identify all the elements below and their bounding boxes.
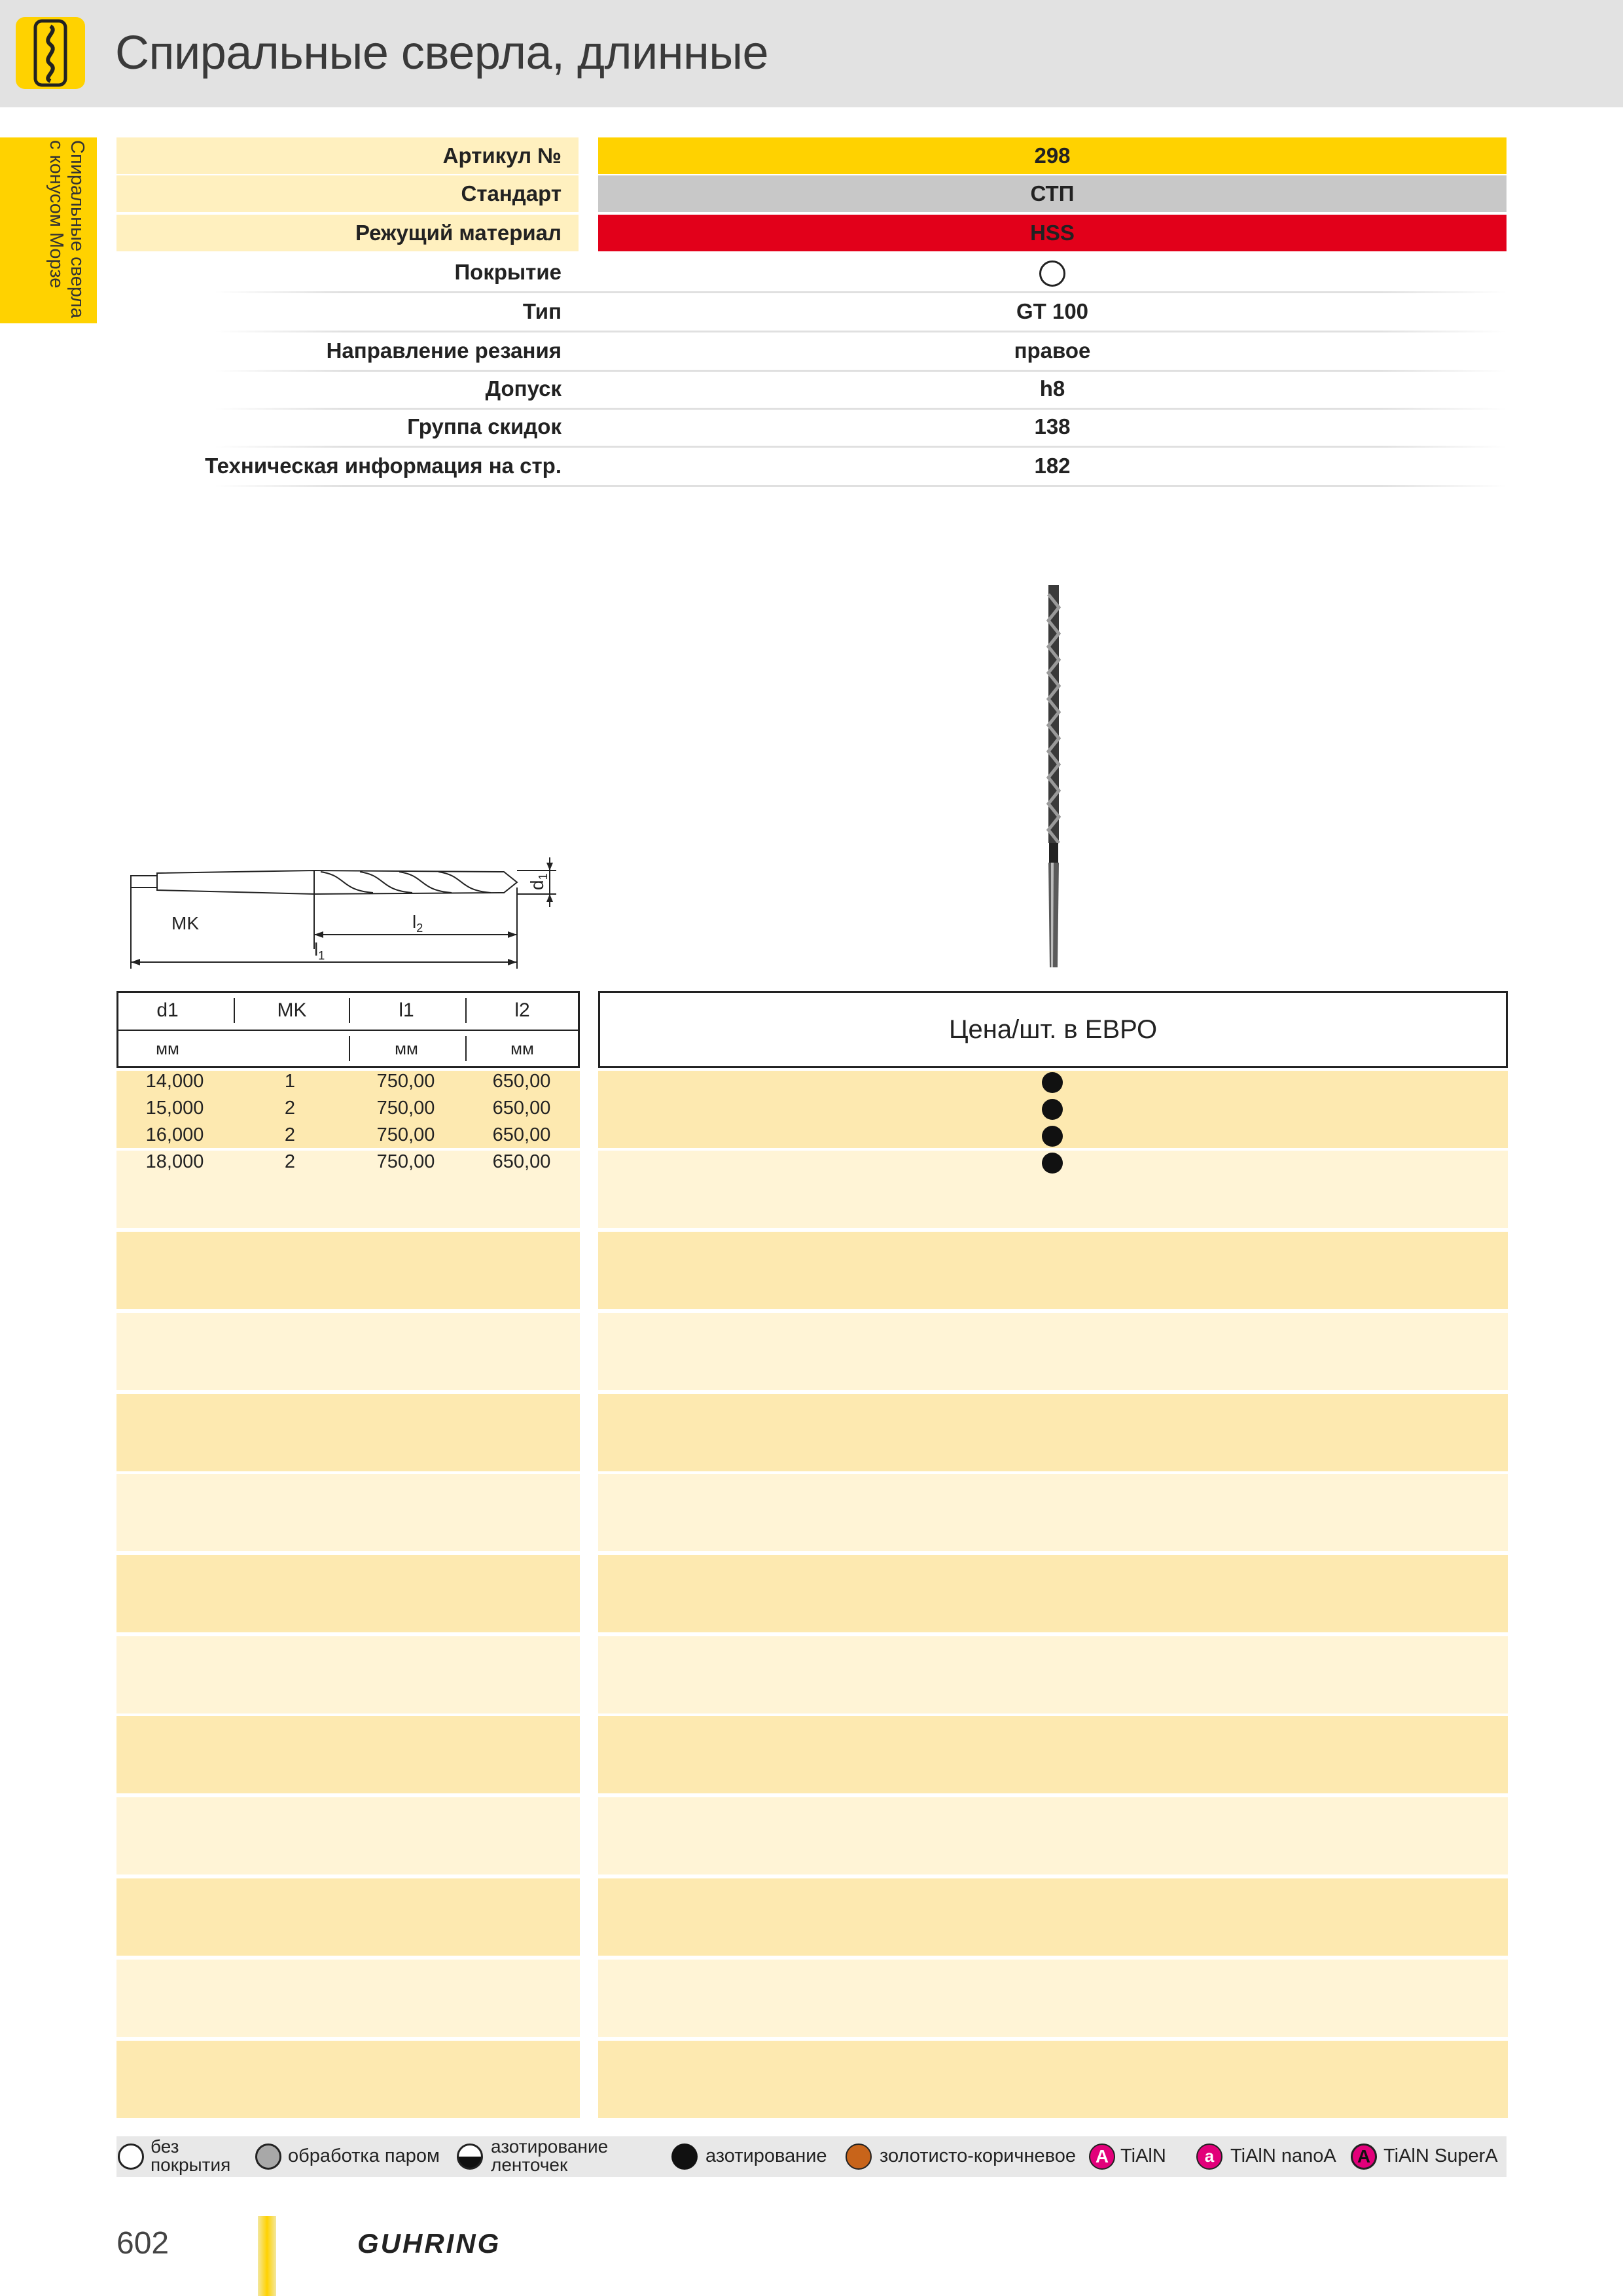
brand-logo: GUHRING: [357, 2228, 501, 2259]
drawing-l2-label: $l_2$: [412, 912, 423, 935]
uncoated-icon: [118, 2144, 144, 2170]
side-tab-line2: с конусом Морзе: [46, 140, 67, 289]
table-band-right: [598, 1555, 1508, 1632]
cell-mk: 2: [284, 1124, 296, 1145]
cell-l1: 750,00: [376, 1071, 435, 1092]
legend-gold-brown-label: золотисто-коричневое: [880, 2145, 1076, 2166]
column-header-l1: l1: [399, 999, 414, 1021]
attribute-row: [116, 254, 1507, 291]
unit-l1: мм: [395, 1039, 418, 1058]
table-band-right: [598, 1960, 1508, 2037]
table-band-left: [116, 1313, 580, 1390]
page-title: Спиральные сверла, длинные: [115, 27, 769, 79]
side-tab-label: [46, 140, 88, 323]
drawing-l1-label: $l_1$: [314, 939, 325, 962]
attribute-label: Техническая информация на стр.: [205, 454, 562, 478]
drawing-mk-label: MK: [171, 913, 199, 933]
attribute-row: [116, 137, 1507, 174]
dimension-table-header: [116, 991, 580, 1068]
drill-flutes: [1048, 585, 1059, 843]
cell-l1: 750,00: [376, 1098, 435, 1119]
attribute-row: [116, 332, 1507, 369]
cell-l2: 650,00: [492, 1151, 551, 1172]
attribute-label: Артикул №: [442, 143, 562, 168]
drill-neck: [1049, 843, 1058, 863]
attribute-row: [116, 408, 1507, 445]
table-band-right: [598, 2041, 1508, 2118]
attribute-value: 298: [598, 137, 1507, 174]
attribute-row: [116, 293, 1507, 330]
cell-l1: 750,00: [376, 1124, 435, 1145]
availability-dot-icon: [1042, 1126, 1063, 1147]
footer-stripe: [258, 2216, 276, 2296]
attribute-label: Направление резания: [326, 338, 562, 363]
attribute-value: h8: [1039, 376, 1065, 401]
tialn-icon: A: [1089, 2144, 1115, 2170]
table-band-left: [116, 1555, 580, 1632]
attribute-value: СТП: [598, 175, 1507, 212]
cell-d1: 14,000: [145, 1071, 204, 1092]
steam-treated-icon: [255, 2144, 281, 2170]
table-band-right: [598, 1716, 1508, 1793]
attribute-row: [116, 448, 1507, 484]
availability-dot-icon: [1042, 1099, 1063, 1120]
drawing-d1-label: $d_1$: [527, 873, 550, 890]
attribute-label: Стандарт: [461, 181, 562, 206]
cell-l1: 750,00: [376, 1151, 435, 1172]
attribute-label: Тип: [522, 299, 562, 323]
cell-d1: 18,000: [145, 1151, 204, 1172]
attribute-row: [116, 370, 1507, 407]
table-band-left: [116, 1232, 580, 1309]
table-band-left: [116, 2041, 580, 2118]
drill-icon: [16, 17, 85, 89]
table-band-right: [598, 1878, 1508, 1956]
land-nitrided-icon: [457, 2144, 483, 2170]
cell-mk: 1: [284, 1071, 296, 1092]
cell-d1: 16,000: [145, 1124, 204, 1145]
table-band-right: [598, 1313, 1508, 1390]
legend-uncoated-line2: покрытия: [151, 2155, 231, 2175]
attribute-label: Допуск: [485, 376, 562, 401]
table-band-right: [598, 1636, 1508, 1713]
attribute-value: HSS: [598, 215, 1507, 251]
unit-d1: мм: [156, 1039, 179, 1058]
attribute-row: [116, 215, 1507, 251]
gold-brown-icon: [846, 2144, 872, 2170]
column-header-l2: l2: [514, 999, 530, 1021]
attribute-value: [598, 254, 1507, 291]
cell-d1: 15,000: [145, 1098, 204, 1119]
table-band-left: [116, 1716, 580, 1793]
page-number: 602: [116, 2226, 169, 2261]
attribute-value: GT 100: [1016, 299, 1089, 323]
legend-steam-label: обработка паром: [288, 2145, 440, 2166]
price-header: Цена/шт. в ЕВРО: [598, 991, 1508, 1068]
column-header-mk: MK: [277, 999, 307, 1021]
availability-dot-icon: [1042, 1153, 1063, 1174]
cell-mk: 2: [284, 1098, 296, 1119]
table-band-right: [598, 1797, 1508, 1874]
side-tab-line1: Спиральные сверла: [67, 140, 88, 319]
attribute-row: [116, 175, 1507, 212]
legend-bar: [116, 2136, 1507, 2177]
cell-mk: 2: [284, 1151, 296, 1172]
attribute-label: Режущий материал: [355, 221, 562, 245]
column-header-d1: d1: [156, 999, 179, 1021]
cell-l2: 650,00: [492, 1071, 551, 1092]
table-band-left: [116, 1878, 580, 1956]
tialn-nanoa-icon: a: [1196, 2144, 1222, 2170]
attribute-value: правое: [1014, 338, 1091, 363]
tialn-supera-icon: A: [1351, 2144, 1377, 2170]
attribute-label: Группа скидок: [407, 414, 562, 439]
technical-drawing: [124, 844, 582, 975]
attribute-value: 138: [1034, 414, 1071, 439]
table-band-left: [116, 1394, 580, 1471]
legend-land-nitrided-line2: ленточек: [491, 2155, 568, 2175]
availability-dot-icon: [1042, 1072, 1063, 1093]
table-band-left: [116, 1474, 580, 1551]
table-band-left: [116, 1636, 580, 1713]
legend-nitrided-label: азотирование: [705, 2145, 827, 2166]
table-band-left: [116, 1797, 580, 1874]
attribute-label: Покрытие: [454, 260, 562, 284]
table-band-right: [598, 1394, 1508, 1471]
legend-tialn-nanoa-label: TiAlN nanoA: [1230, 2145, 1336, 2166]
drill-shank: [1048, 863, 1059, 967]
nitrided-icon: [671, 2144, 698, 2170]
table-band-left: [116, 1960, 580, 2037]
legend-tialn-supera-label: TiAlN SuperA: [1383, 2145, 1498, 2166]
legend-tialn-label: TiAlN: [1120, 2145, 1166, 2166]
cell-l2: 650,00: [492, 1124, 551, 1145]
table-band-right: [598, 1474, 1508, 1551]
cell-l2: 650,00: [492, 1098, 551, 1119]
uncoated-circle-icon: [1039, 260, 1065, 287]
table-band-right: [598, 1232, 1508, 1309]
attribute-value: 182: [1034, 454, 1071, 478]
legend-land-nitrided-line1: азотирование: [491, 2136, 609, 2157]
unit-l2: мм: [510, 1039, 534, 1058]
legend-uncoated-line1: без: [151, 2136, 179, 2157]
drill-photo: [1034, 581, 1073, 974]
